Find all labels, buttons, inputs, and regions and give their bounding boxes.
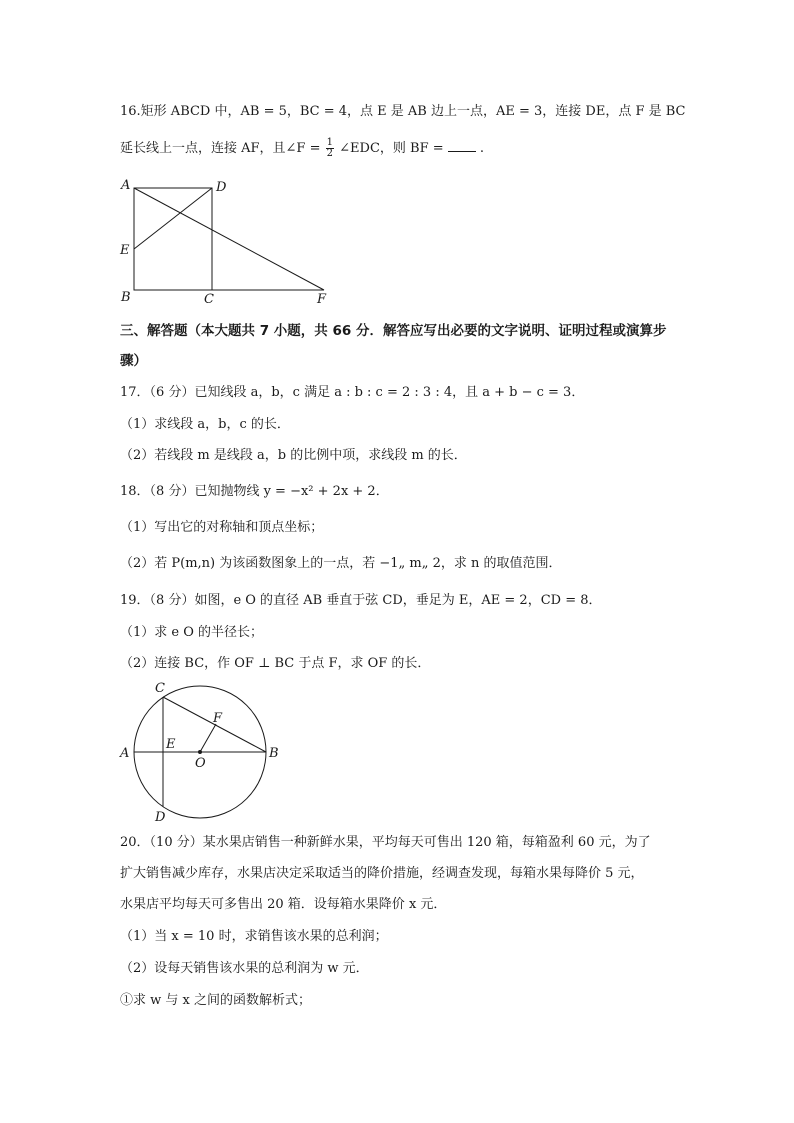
q16-label-a: A <box>121 178 131 193</box>
q19-part2: （2）连接 BC，作 OF ⊥ BC 于点 F，求 OF 的长． <box>120 656 431 671</box>
q16-segment-af <box>134 188 324 290</box>
q16-answer-blank <box>448 139 476 152</box>
q16-segment-de <box>134 188 212 249</box>
q19-figure <box>115 676 290 826</box>
q16-line1: 16.矩形 ABCD 中，AB = 5，BC = 4，点 E 是 AB 边上一点，AE = 3，连接 DE，点 F 是 BC <box>120 104 686 119</box>
q17-stem: 17．（6 分）已知线段 a，b，c 满足 a : b : c = 2 : 3 : 4，且 a + b − c = 3． <box>120 385 585 400</box>
q16-label-e: E <box>120 243 130 258</box>
q16-fraction-den: 2 <box>326 148 333 159</box>
q19-label-d: D <box>155 810 166 825</box>
q16-line2-end: . <box>479 141 485 156</box>
q16-line2-post: ∠EDC，则 BF = <box>339 141 444 156</box>
q16-label-d: D <box>216 180 227 195</box>
q16-fraction-num: 1 <box>326 137 333 148</box>
q17-part1: （1）求线段 a，b，c 的长． <box>120 417 290 432</box>
q16-label-f: F <box>317 292 327 307</box>
q16-label-c: C <box>204 292 214 307</box>
q19-part1: （1）求 e O 的半径长； <box>120 625 264 640</box>
q20-line3: 水果店平均每天可多售出 20 箱．设每箱水果降价 x 元． <box>120 897 447 912</box>
q18-part1: （1）写出它的对称轴和顶点坐标； <box>120 520 324 535</box>
q17-part2: （2）若线段 m 是线段 a，b 的比例中项，求线段 m 的长． <box>120 448 467 463</box>
q19-label-o: O <box>195 756 206 771</box>
q19-label-e: E <box>166 737 176 752</box>
q20-line2: 扩大销售减少库存，水果店决定采取适当的降价措施，经调查发现，每箱水果每降价 5 元， <box>120 866 644 881</box>
q16-label-b: B <box>121 290 131 305</box>
q16-rectangle-abcd <box>134 188 212 290</box>
q18-part2: （2）若 P(m,n) 为该函数图象上的一点，若 −1„ m„ 2，求 n 的取值范围． <box>120 556 562 571</box>
q20-line1: 20．（10 分）某水果店销售一种新鲜水果，平均每天可售出 120 箱，每箱盈利 60 元，为了 <box>120 835 651 850</box>
q16-line2-pre: 延长线上一点，连接 AF，且∠F = <box>120 141 321 156</box>
q16-line2 <box>120 138 484 159</box>
q16-figure <box>110 172 340 310</box>
q20-part2a: ①求 w 与 x 之间的函数解析式； <box>120 993 311 1008</box>
q20-part1: （1）当 x = 10 时，求销售该水果的总利润； <box>120 929 388 944</box>
q18-stem: 18．（8 分）已知抛物线 y = −x² + 2x + 2． <box>120 484 389 499</box>
q19-label-b: B <box>269 746 279 761</box>
q19-label-f: F <box>213 711 223 726</box>
q19-stem: 19．（8 分）如图，e O 的直径 AB 垂直于弦 CD，垂足为 E，AE = 2，CD = 8． <box>120 593 602 608</box>
q19-segment-of <box>200 724 216 752</box>
q19-center-dot <box>198 750 202 754</box>
q20-part2: （2）设每天销售该水果的总利润为 w 元． <box>120 961 369 976</box>
section3-heading-line1: 三、解答题（本大题共 7 小题，共 66 分．解答应写出必要的文字说明、证明过程或演算步 <box>120 323 667 339</box>
q16-fraction <box>326 138 334 159</box>
q19-label-c: C <box>155 681 165 696</box>
section3-heading-line2: 骤） <box>120 353 147 369</box>
q19-label-a: A <box>120 746 130 761</box>
